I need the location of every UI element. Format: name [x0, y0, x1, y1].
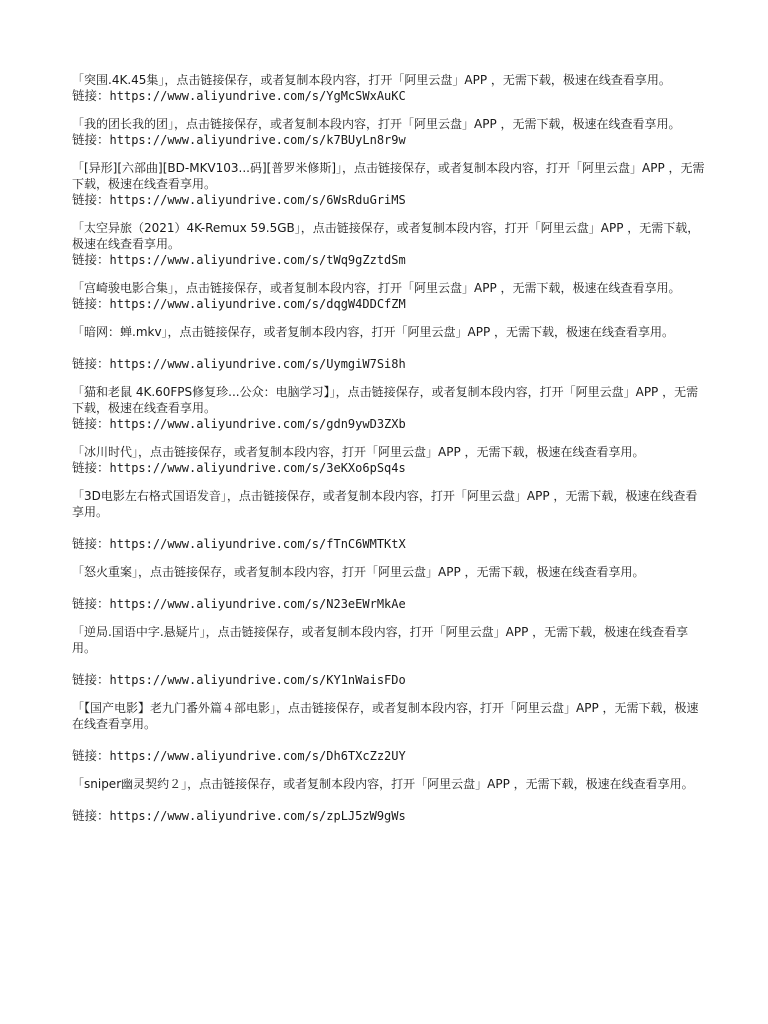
share-link-line: [72, 88, 706, 104]
share-description: 「3D电影左右格式国语发音」，点击链接保存，或者复制本段内容，打开「阿里云盘」APP ，无需下载，极速在线查看享用。: [72, 489, 698, 519]
share-link-line: [72, 296, 706, 312]
link-prefix-label: 链接：: [72, 536, 110, 551]
share-description: 「冰川时代」，点击链接保存，或者复制本段内容，打开「阿里云盘」APP ，无需下载，极速在线查看享用。: [72, 445, 645, 459]
share-link-line: [72, 536, 706, 552]
share-link-line: [72, 748, 706, 764]
link-prefix-label: 链接：: [72, 88, 110, 103]
share-url-link[interactable]: https://www.aliyundrive.com/s/6WsRduGriMS: [109, 193, 406, 207]
share-entry: [72, 564, 706, 612]
share-entry: [72, 220, 706, 268]
share-url-link[interactable]: https://www.aliyundrive.com/s/UymgiW7Si8h: [109, 357, 406, 371]
share-description: 「猫和老鼠 4K.60FPS修复珍...公众：电脑学习】」，点击链接保存，或者复制本段内容，打开「阿里云盘」APP ，无需下载，极速在线查看享用。: [72, 385, 699, 415]
share-link-line: [72, 416, 706, 432]
link-prefix-label: 链接：: [72, 356, 110, 371]
share-description: 「sniper幽灵契约２」，点击链接保存，或者复制本段内容，打开「阿里云盘」APP ，无需下载，极速在线查看享用。: [72, 777, 694, 791]
share-entry: [72, 700, 706, 764]
share-entry: [72, 384, 706, 432]
share-link-line: [72, 808, 706, 824]
link-prefix-label: 链接：: [72, 416, 110, 431]
share-description: 「太空异旅（2021）4K-Remux 59.5GB」，点击链接保存，或者复制本段内容，打开「阿里云盘」APP ，无需下载，极速在线查看享用。: [72, 221, 700, 251]
share-entry: [72, 444, 706, 476]
share-description: 「暗网：蝉.mkv」，点击链接保存，或者复制本段内容，打开「阿里云盘」APP ，无需下载，极速在线查看享用。: [72, 325, 675, 339]
share-link-line: [72, 192, 706, 208]
share-entry: [72, 488, 706, 552]
share-description: 「逆局.国语中字.悬疑片」，点击链接保存，或者复制本段内容，打开「阿里云盘」APP ，无需下载，极速在线查看享用。: [72, 625, 689, 655]
link-prefix-label: 链接：: [72, 296, 110, 311]
link-prefix-label: 链接：: [72, 252, 110, 267]
share-entry: [72, 116, 706, 148]
share-link-line: [72, 252, 706, 268]
link-prefix-label: 链接：: [72, 460, 110, 475]
share-url-link[interactable]: https://www.aliyundrive.com/s/gdn9ywD3ZXb: [109, 417, 406, 431]
share-url-link[interactable]: https://www.aliyundrive.com/s/fTnC6WMTKtX: [109, 537, 406, 551]
share-entry: [72, 280, 706, 312]
share-description: 「【国产电影】老九门番外篇４部电影」，点击链接保存，或者复制本段内容，打开「阿里云盘」APP ，无需下载，极速在线查看享用。: [72, 701, 699, 731]
share-link-line: [72, 132, 706, 148]
share-url-link[interactable]: https://www.aliyundrive.com/s/3eKXo6pSq4s: [109, 461, 406, 475]
share-url-link[interactable]: https://www.aliyundrive.com/s/KY1nWaisFDo: [109, 673, 406, 687]
share-url-link[interactable]: https://www.aliyundrive.com/s/Dh6TXcZz2UY: [109, 749, 406, 763]
link-prefix-label: 链接：: [72, 672, 110, 687]
share-entry: [72, 160, 706, 208]
share-entry: [72, 324, 706, 372]
share-url-link[interactable]: https://www.aliyundrive.com/s/N23eEWrMkAe: [109, 597, 406, 611]
share-description: 「突围.4K.45集」，点击链接保存，或者复制本段内容，打开「阿里云盘」APP ，无需下载，极速在线查看享用。: [72, 73, 671, 87]
share-url-link[interactable]: https://www.aliyundrive.com/s/zpLJ5zW9gWs: [109, 809, 406, 823]
share-link-line: [72, 460, 706, 476]
share-link-line: [72, 596, 706, 612]
share-url-link[interactable]: https://www.aliyundrive.com/s/YgMcSWxAuKC: [109, 89, 406, 103]
share-url-link[interactable]: https://www.aliyundrive.com/s/tWq9gZztdSm: [109, 253, 406, 267]
link-prefix-label: 链接：: [72, 132, 110, 147]
share-description: 「我的团长我的团」，点击链接保存，或者复制本段内容，打开「阿里云盘」APP ，无需下载，极速在线查看享用。: [72, 117, 681, 131]
share-url-link[interactable]: https://www.aliyundrive.com/s/dqgW4DDCfZM: [109, 297, 406, 311]
share-entry: [72, 624, 706, 688]
entry-list: [72, 72, 706, 824]
share-entry: [72, 776, 706, 824]
share-description: 「宫崎骏电影合集」，点击链接保存，或者复制本段内容，打开「阿里云盘」APP ，无需下载，极速在线查看享用。: [72, 281, 681, 295]
link-prefix-label: 链接：: [72, 192, 110, 207]
link-prefix-label: 链接：: [72, 748, 110, 763]
share-url-link[interactable]: https://www.aliyundrive.com/s/k7BUyLn8r9w: [109, 133, 406, 147]
link-prefix-label: 链接：: [72, 596, 110, 611]
share-link-line: [72, 672, 706, 688]
link-prefix-label: 链接：: [72, 808, 110, 823]
share-description: 「怒火重案」，点击链接保存，或者复制本段内容，打开「阿里云盘」APP ，无需下载，极速在线查看享用。: [72, 565, 645, 579]
share-entry: [72, 72, 706, 104]
share-link-line: [72, 356, 706, 372]
share-description: 「[异形][六部曲][BD-MKV103...码][普罗米修斯]」，点击链接保存，或者复制本段内容，打开「阿里云盘」APP ，无需下载，极速在线查看享用。: [72, 161, 705, 191]
